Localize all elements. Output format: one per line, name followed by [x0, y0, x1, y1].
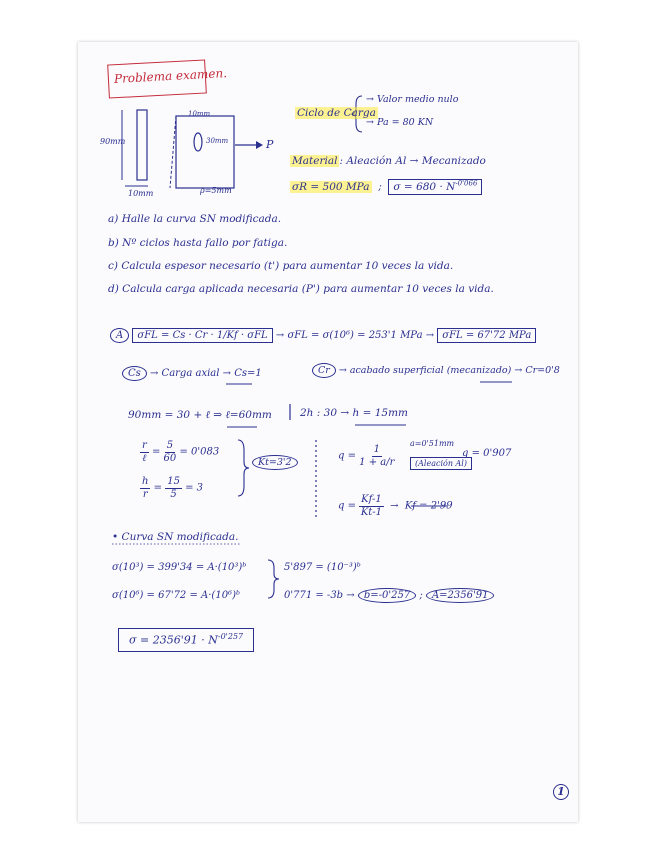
part-a-line: [110, 330, 536, 341]
cs-text: → Carga axial →: [149, 368, 231, 379]
plate-front-shape: [176, 116, 234, 188]
b-value: b=-0'257: [358, 588, 416, 603]
sn-eq1: σ(10³) = 399'34 = A·(10³)ᵇ: [112, 562, 247, 573]
question-a: a) Halle la curva SN modificada.: [108, 213, 282, 225]
a-label: a=0'51mm: [410, 439, 455, 448]
sn-eq2: σ(10⁶) = 67'72 = A·(10⁶)ᵇ: [112, 590, 240, 601]
load-cycle-label: Ciclo de Carga: [297, 107, 376, 119]
ratio-rl-result: = 0'083: [179, 446, 220, 458]
cr-text: → acabado superficial (mecanizado) →: [338, 365, 523, 376]
q2-equation: q = $\frac{Kf-1}{Kt-1}$ → Kf = 2'99: [338, 494, 453, 518]
hole-shape: [194, 133, 202, 151]
material-exp: -0'066: [455, 179, 478, 187]
l-eq-text: 90mm = 30 + ℓ ⇒: [128, 409, 223, 421]
sn-final-text: σ = 2356'91 · N: [129, 633, 218, 647]
cr-line: [312, 366, 560, 376]
h-equation: [300, 408, 408, 420]
question-b: b) Nº ciclos hasta fallo por fatiga.: [108, 237, 288, 249]
a-value: A=2356'91: [426, 588, 495, 603]
sn-r2-text: 0'771 = -3b →: [284, 590, 355, 601]
ratio-hr: $\frac{h}{r}$ = $\frac{15}{5}$ = 3: [142, 476, 204, 500]
ratio-hr-value: $\frac{15}{5}$: [167, 476, 180, 500]
ratios-brace: [238, 440, 249, 496]
cr-tag: Cr: [312, 363, 336, 378]
part-a-tag: A: [110, 328, 129, 343]
h-eq-text: 2h : 30 →: [300, 407, 350, 419]
question-c: c) Calcula espesor necesario (t') para aumentar 10 veces la vida.: [108, 260, 454, 272]
q2-fraction: $\frac{Kf-1}{Kt-1}$: [360, 494, 383, 518]
l-value: ℓ=60mm: [225, 409, 272, 421]
sn-r2: [284, 590, 494, 601]
dim-radius-label: ρ=5mm: [200, 186, 232, 195]
ratio-rl: $\frac{r}{\text{ℓ}}$ = $\frac{5}{60}$ = 0'083: [142, 440, 220, 464]
sn-separator: ;: [419, 590, 423, 601]
q-equation: [338, 444, 394, 468]
ratio-hr-result: = 3: [185, 482, 204, 494]
q2-lhs: q =: [338, 500, 356, 512]
force-label: P: [266, 138, 274, 151]
part-a-result: σFL = 67'72 MPa: [437, 328, 536, 343]
sn-final-exp: -0'257: [217, 632, 244, 641]
ratio-hr-lhs: $\frac{h}{r}$: [142, 476, 149, 500]
question-d: d) Calcula carga aplicada necesaria (P') para aumentar 10 veces la vida.: [108, 283, 494, 295]
material-sr: σR = 500 MPa: [292, 180, 370, 193]
thin-plate-shape: [137, 110, 147, 180]
dim-height-label: 90mm: [100, 137, 126, 146]
cs-line: [122, 368, 262, 379]
material-line2: σR = 500 MPa ; $\sigma = 680 \cdot N^{-0'066}$: [290, 180, 482, 193]
material-label: Material: [292, 155, 338, 167]
q-lhs: q =: [338, 450, 356, 462]
l-equation: [128, 410, 272, 422]
kt-value: Kt=3'2: [252, 458, 298, 468]
q-result: q = 0'907: [462, 448, 512, 459]
load-cycle-line2: → Pa = 80 KN: [366, 117, 434, 128]
part-a-equation: σFL = Cs · Cr · 1/Kf · σFL: [132, 328, 272, 343]
kf-result: Kf = 2'99: [404, 500, 453, 512]
page-number: 1: [553, 784, 569, 800]
fixed-support-line: [170, 116, 176, 188]
part-a-middle: → σFL = σ(10⁶) = 253'1 MPa →: [275, 330, 435, 341]
dim-hole-label: 30mm: [206, 137, 229, 145]
cs-value: Cs=1: [234, 368, 262, 379]
cr-value: Cr=0'8: [525, 365, 560, 376]
q-fraction: $\frac{1}{1 + a/r}$: [359, 444, 395, 468]
dim-hole-width-label: 10mm: [188, 110, 211, 118]
load-cycle-line1: → Valor medio nulo: [366, 94, 459, 105]
sn-r1: 5'897 = (10⁻³)ᵇ: [284, 562, 361, 573]
sn-brace: [268, 560, 279, 598]
sn-final-equation: [118, 628, 254, 652]
sn-heading: • Curva SN modificada.: [112, 531, 239, 543]
al-label: (Aleación Al): [410, 460, 472, 469]
cs-tag: Cs: [122, 366, 147, 381]
h-value: h = 15mm: [352, 407, 409, 419]
material-sn-base: $\sigma = 680 \cdot N^{-0'066}$: [388, 179, 482, 195]
ratio-rl-lhs: $\frac{r}{\text{ℓ}}$: [142, 440, 147, 464]
force-arrow-head: [256, 141, 263, 149]
material-desc: : Aleación Al → Mecanizado: [339, 155, 486, 167]
page-title: Problema examen.: [113, 66, 228, 86]
sn-final-box: [118, 628, 254, 652]
ratio-rl-value: $\frac{5}{60}$: [163, 440, 177, 464]
material-line1: [290, 156, 486, 168]
dim-width-label: 10mm: [128, 189, 154, 198]
